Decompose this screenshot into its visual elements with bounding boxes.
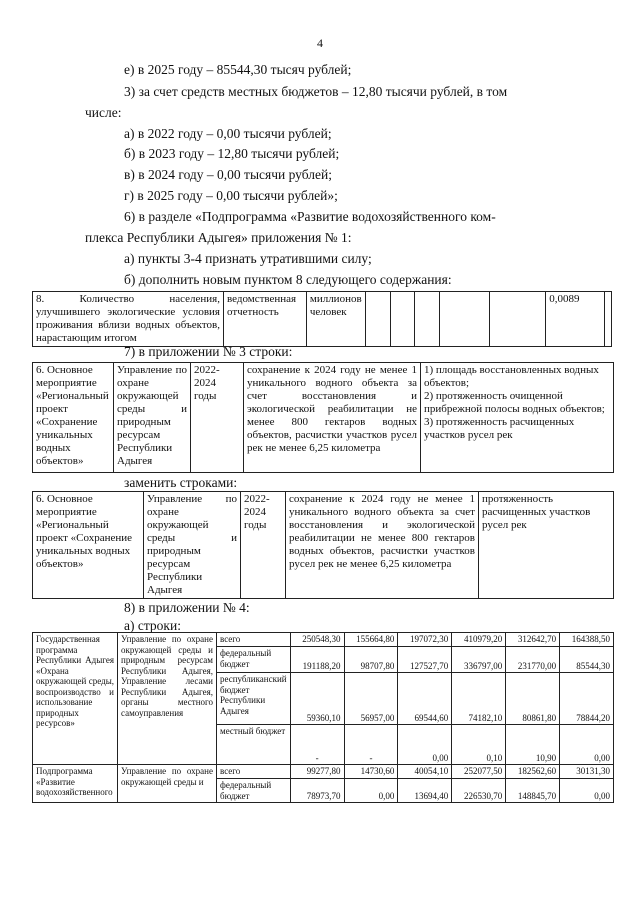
table-cell: 252077,50 xyxy=(452,765,506,779)
text-line: плекса Республики Адыгея» приложения № 1: xyxy=(85,230,352,245)
table-cell xyxy=(415,292,440,347)
table-cell: 78973,70 xyxy=(290,779,344,803)
text-line: 7) в приложении № 3 строки: xyxy=(124,344,293,359)
table-cell: 197072,30 xyxy=(398,633,452,647)
table-cell: Управление по охране окружающей среды и природным ресурсам Республики Адыгея xyxy=(114,363,191,473)
table-cell: - xyxy=(290,725,344,765)
table-cell: 410979,20 xyxy=(452,633,506,647)
table-cell: сохранение к 2024 году не менее 1 уникального водного объекта за счет восстановления и экологической реабилитации не менее 800 гектаров водных объектов, расчистки участков русел рек не менее 6,25 километра xyxy=(244,363,421,473)
table-cell xyxy=(439,292,489,347)
table-cell: 74182,10 xyxy=(452,673,506,725)
text-line: 3) за счет средств местных бюджетов – 12,80 тысячи рублей, в том xyxy=(124,84,508,99)
table-cell: всего xyxy=(217,633,291,647)
table-cell: 2022-2024 годы xyxy=(241,492,286,599)
table-cell: 250548,30 xyxy=(290,633,344,647)
table-cell: Подпрограмма «Развитие водохозяйственного xyxy=(33,765,118,803)
table-cell: 8. Количество населения, улучшившего экологические условия проживания вблизи водных объектов, нарастающим итогом xyxy=(33,292,224,347)
table-cell: республиканский бюджет Республики Адыгея xyxy=(217,673,291,725)
text-line: г) в 2025 году – 0,00 тысячи рублей»; xyxy=(124,188,338,203)
table-cell: 2022-2024 годы xyxy=(191,363,244,473)
text-line: а) пункты 3-4 признать утратившими силу; xyxy=(124,251,372,266)
table-cell: федеральный бюджет xyxy=(217,647,291,673)
table-cell: 0,00 xyxy=(560,725,614,765)
table-cell: 0,00 xyxy=(398,725,452,765)
table-cell: 80861,80 xyxy=(506,673,560,725)
text-line: 6) в разделе «Подпрограмма «Развитие водохозяйственного ком- xyxy=(124,209,496,224)
table-cell: 0,00 xyxy=(560,779,614,803)
text-line: е) в 2025 году – 85544,30 тысяч рублей; xyxy=(124,62,352,77)
table-cell: 191188,20 xyxy=(290,647,344,673)
text-line: 8) в приложении № 4: xyxy=(124,600,250,615)
table-cell: 6. Основное мероприятие «Региональный проект «Сохранение уникальных водных объектов» xyxy=(33,492,144,599)
table-cell: 56957,00 xyxy=(344,673,398,725)
table-cell: 231770,00 xyxy=(506,647,560,673)
table-cell: 127527,70 xyxy=(398,647,452,673)
table-cell xyxy=(490,292,546,347)
table-new-item-8 xyxy=(32,291,612,347)
table-cell: 312642,70 xyxy=(506,633,560,647)
table-cell: 85544,30 xyxy=(560,647,614,673)
table-cell: 0,00 xyxy=(344,779,398,803)
table-cell: 14730,60 xyxy=(344,765,398,779)
table-cell xyxy=(365,292,390,347)
text-line: заменить строками: xyxy=(124,475,238,490)
table-cell: 69544,60 xyxy=(398,673,452,725)
table-cell: 164388,50 xyxy=(560,633,614,647)
table-cell: местный бюджет xyxy=(217,725,291,765)
table-cell: Управление по охране окружающей среды и природным ресурсам Республики Адыгея xyxy=(144,492,241,599)
table-cell xyxy=(605,292,612,347)
page-number: 4 xyxy=(317,36,323,50)
table-cell: 10,90 xyxy=(506,725,560,765)
text-line: числе: xyxy=(85,105,122,120)
table-cell: 78844,20 xyxy=(560,673,614,725)
table-cell xyxy=(390,292,415,347)
text-line: б) в 2023 году – 12,80 тысячи рублей; xyxy=(124,146,340,161)
table-cell: 98707,80 xyxy=(344,647,398,673)
text-line: б) дополнить новым пунктом 8 следующего содержания: xyxy=(124,272,452,287)
table-cell: 30131,30 xyxy=(560,765,614,779)
table-cell: всего xyxy=(217,765,291,779)
table-cell: 182562,60 xyxy=(506,765,560,779)
table-new-rows xyxy=(32,491,614,599)
text-line: в) в 2024 году – 0,00 тысячи рублей; xyxy=(124,167,332,182)
table-cell: 40054,10 xyxy=(398,765,452,779)
table-cell: 155664,80 xyxy=(344,633,398,647)
text-line: а) в 2022 году – 0,00 тысячи рублей; xyxy=(124,126,332,141)
table-cell: федеральный бюджет xyxy=(217,779,291,803)
table-cell: - xyxy=(344,725,398,765)
table-cell: 99277,80 xyxy=(290,765,344,779)
table-cell: 336797,00 xyxy=(452,647,506,673)
table-cell: ведомственная отчетность xyxy=(223,292,306,347)
table-cell: Государственная программа Республики Адыгея «Охрана окружающей среды, воспроизводство и использование природных ресурсов» xyxy=(33,633,118,765)
table-cell: миллионов человек xyxy=(306,292,365,347)
table-old-rows xyxy=(32,362,614,473)
table-cell: 59360,10 xyxy=(290,673,344,725)
table-cell: 0,10 xyxy=(452,725,506,765)
table-cell: протяженность расчищенных участков русел рек xyxy=(479,492,614,599)
table-cell: 148845,70 xyxy=(506,779,560,803)
text-line: а) строки: xyxy=(124,618,181,633)
table-cell: Управление по охране окружающей среды и xyxy=(118,765,217,803)
table-cell: 226530,70 xyxy=(452,779,506,803)
table-cell: 6. Основное мероприятие «Региональный проект «Сохранение уникальных водных объектов» xyxy=(33,363,114,473)
table-cell: 13694,40 xyxy=(398,779,452,803)
table-cell: сохранение к 2024 году не менее 1 уникального водного объекта за счет восстановления и экологической реабилитации не менее 800 гектаров водных объектов, расчистки участков русел рек не менее 6,25 километра xyxy=(286,492,479,599)
table-budget xyxy=(32,632,614,803)
table-cell: Управление по охране окружающей среды и природным ресурсам Республики Адыгея, Управление лесами Республики Адыгея, органы местного самоуправления xyxy=(118,633,217,765)
table-cell: 0,0089 xyxy=(546,292,605,347)
table-cell: 1) площадь восстановленных водных объектов; 2) протяженность очищенной прибрежной полосы водных объектов; 3) протяженность расчищенных участков русел рек xyxy=(421,363,614,473)
